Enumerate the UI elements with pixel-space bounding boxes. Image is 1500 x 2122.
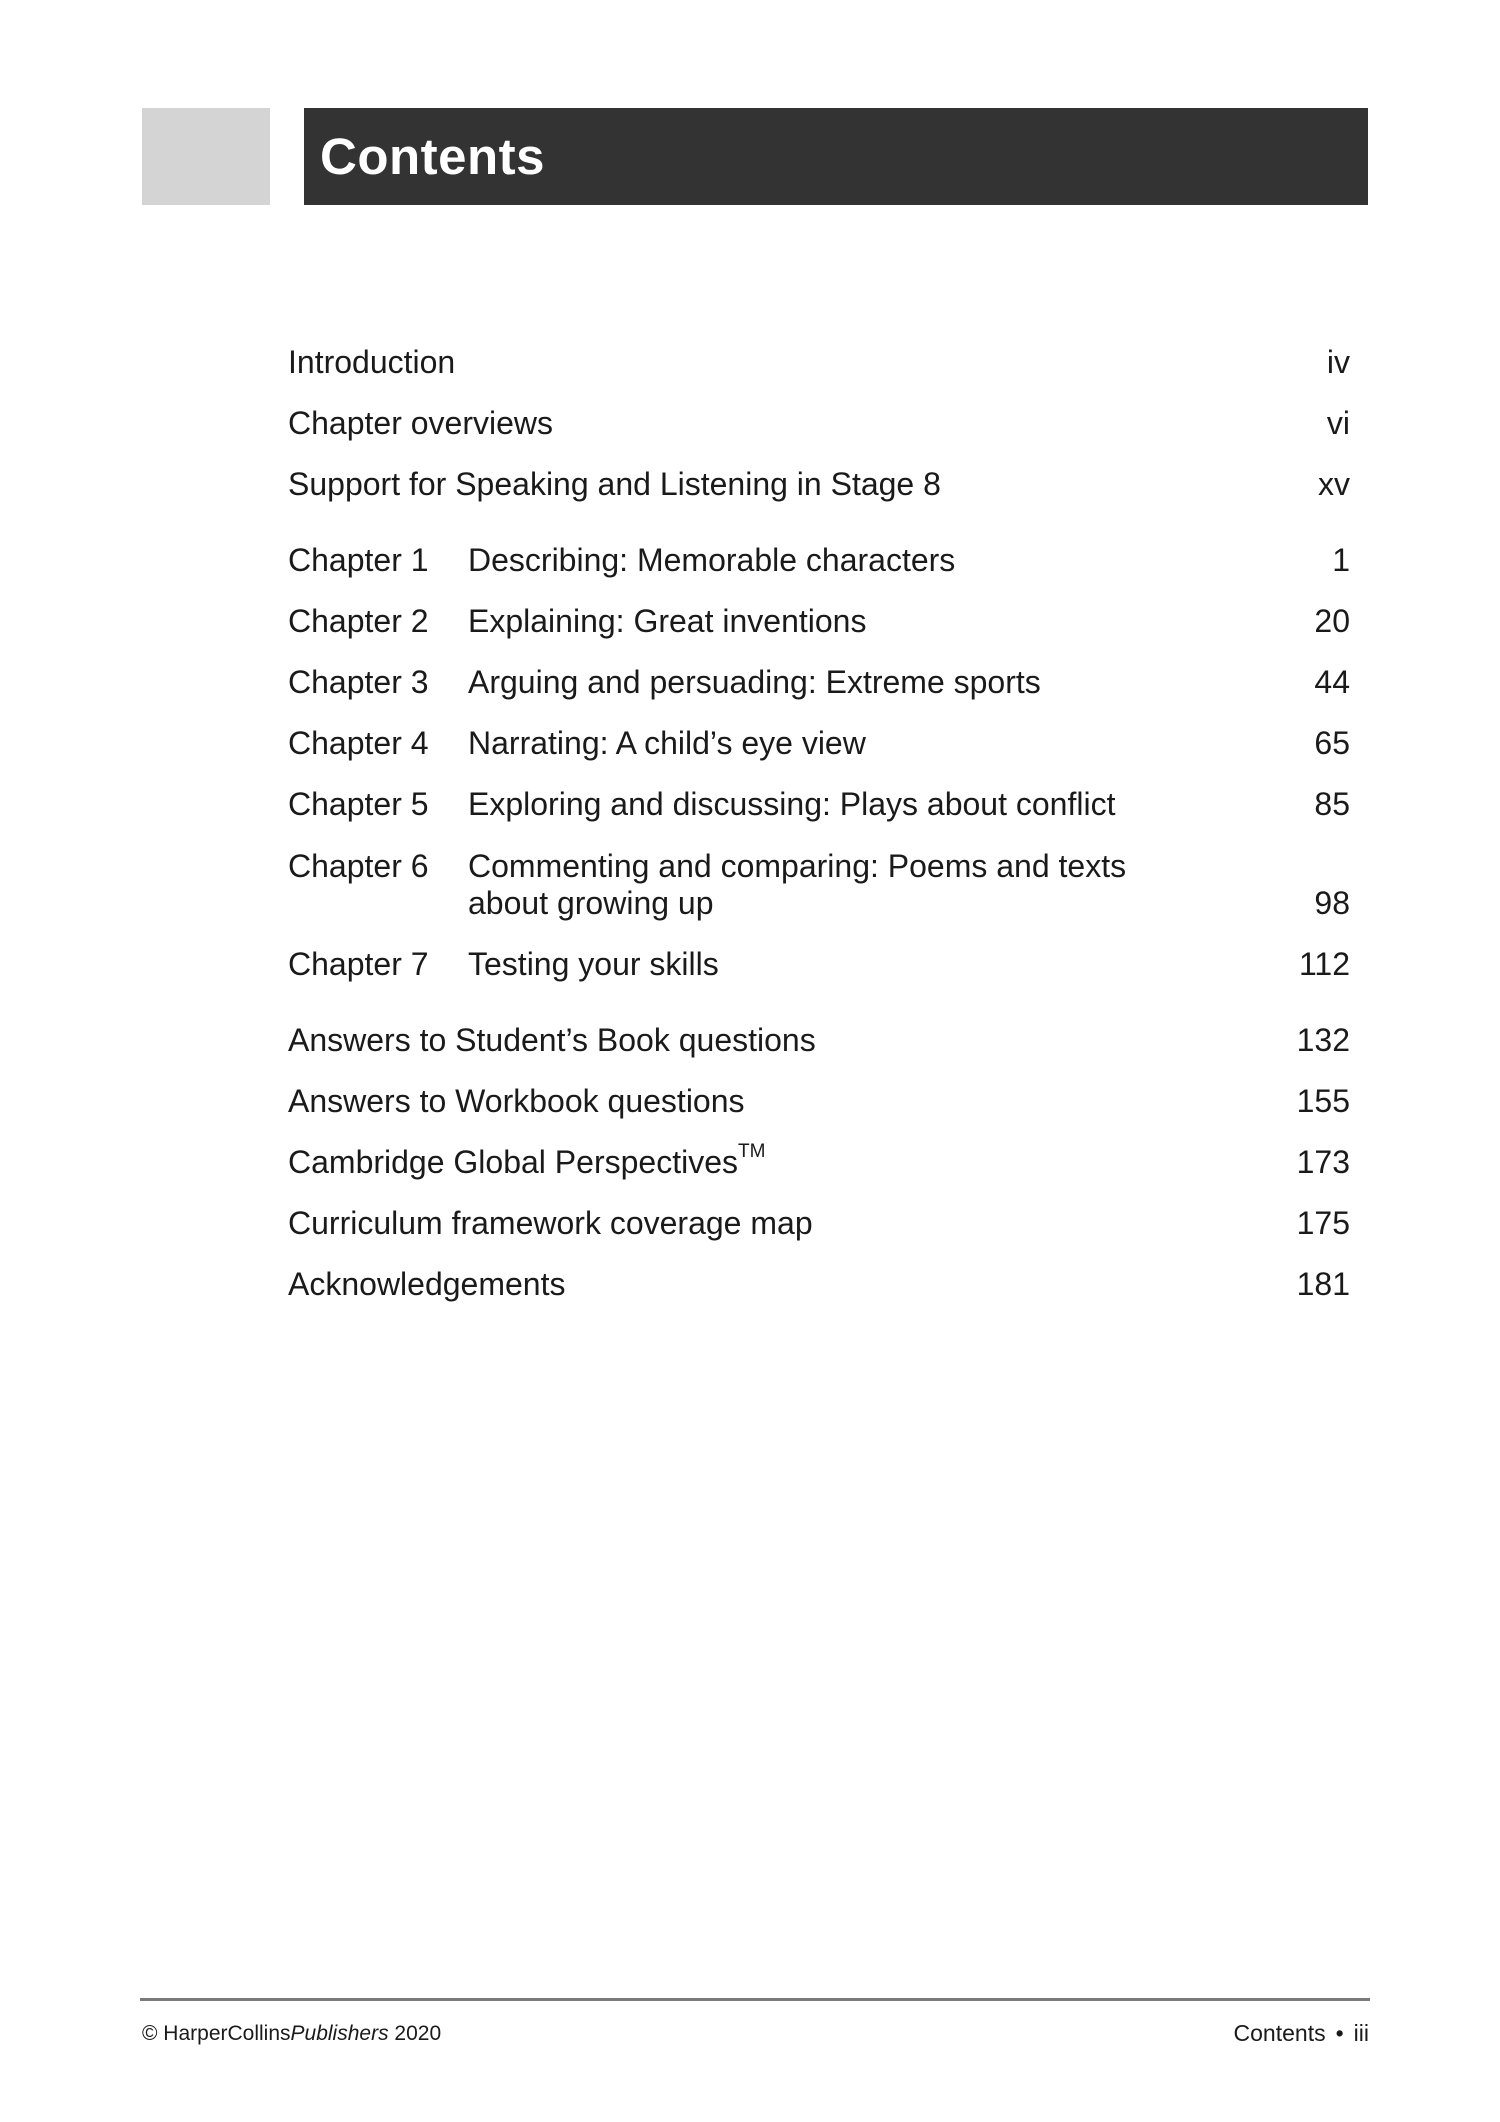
chapter-number: Chapter 2	[288, 603, 429, 639]
toc-entry-page: xv	[1318, 466, 1350, 502]
chapter-title-line-2: about growing up	[468, 885, 714, 921]
toc-entry-support-speaking-listening[interactable]	[288, 466, 1350, 510]
toc-entry-chapter-overviews[interactable]	[288, 405, 1350, 449]
toc-entry-label: Answers to Workbook questions	[288, 1083, 745, 1119]
toc-entry-introduction[interactable]	[288, 344, 1350, 388]
toc-entry-page: vi	[1326, 405, 1350, 441]
footer-section: Contents	[1233, 2020, 1326, 2046]
toc-entry-page: 112	[1298, 946, 1350, 982]
toc-entry-chapter-6[interactable]	[288, 848, 1350, 930]
toc-entry-page: 155	[1296, 1083, 1350, 1119]
toc-entry-chapter-1[interactable]	[288, 542, 1350, 586]
chapter-number: Chapter 5	[288, 786, 429, 822]
toc-entry-global-perspectives[interactable]	[288, 1141, 1350, 1188]
toc-entry-page: 20	[1314, 603, 1350, 639]
chapter-title: Describing: Memorable characters	[468, 542, 956, 578]
toc-entry-curriculum-map[interactable]	[288, 1205, 1350, 1249]
toc-entry-label: Support for Speaking and Listening in Stage 8	[288, 466, 941, 502]
title-bar	[304, 108, 1368, 205]
chapter-title: Narrating: A child’s eye view	[468, 725, 866, 761]
toc-entry-chapter-2[interactable]	[288, 603, 1350, 647]
toc-entry-acknowledgements[interactable]	[288, 1266, 1350, 1310]
trademark-superscript: TM	[737, 1141, 766, 1163]
toc-entry-answers-workbook[interactable]	[288, 1083, 1350, 1127]
chapter-title: Explaining: Great inventions	[468, 603, 867, 639]
toc-entry-page: 181	[1296, 1266, 1350, 1302]
toc-entry-chapter-4[interactable]	[288, 725, 1350, 769]
chapter-title: Arguing and persuading: Extreme sports	[468, 664, 1041, 700]
copyright-publishers: Publishers	[290, 2022, 389, 2045]
toc-entry-page: 173	[1296, 1144, 1350, 1180]
page-title: Contents	[320, 128, 545, 185]
footer-page-number: iii	[1353, 2020, 1369, 2046]
toc-entry-label: Introduction	[288, 344, 456, 380]
toc-entry-page: 85	[1314, 786, 1350, 822]
toc-entry-label	[288, 1141, 766, 1181]
toc-entry-page: 175	[1296, 1205, 1350, 1241]
footer-bullet: •	[1335, 2020, 1344, 2046]
chapter-number: Chapter 1	[288, 542, 429, 578]
toc-entry-label: Acknowledgements	[288, 1266, 566, 1302]
toc-entry-label: Chapter overviews	[288, 405, 553, 441]
toc-entry-page: 44	[1314, 664, 1350, 700]
toc-entry-chapter-5[interactable]	[288, 786, 1350, 830]
toc-entry-chapter-3[interactable]	[288, 664, 1350, 708]
toc-entry-label: Answers to Student’s Book questions	[288, 1022, 816, 1058]
toc-entry-page: 65	[1314, 725, 1350, 761]
chapter-number: Chapter 3	[288, 664, 429, 700]
footer-rule	[140, 1998, 1370, 2001]
footer-page-info	[1234, 2020, 1369, 2047]
chapter-title: Exploring and discussing: Plays about conflict	[468, 786, 1116, 822]
toc-entry-page: 1	[1332, 542, 1350, 578]
toc-entry-answers-students-book[interactable]	[288, 1022, 1350, 1066]
chapter-title: Testing your skills	[468, 946, 719, 982]
header-grey-tab	[142, 108, 270, 205]
chapter-title-line-1: Commenting and comparing: Poems and texts	[468, 848, 1127, 884]
copyright-year: 2020	[388, 2022, 442, 2045]
footer-copyright	[142, 2022, 441, 2046]
toc-entry-chapter-7[interactable]	[288, 946, 1350, 990]
chapter-title	[468, 848, 1126, 922]
chapter-number: Chapter 4	[288, 725, 429, 761]
toc-entry-page: 98	[1314, 885, 1350, 921]
toc-entry-page: iv	[1326, 344, 1350, 380]
chapter-number: Chapter 7	[288, 946, 429, 982]
toc-entry-label: Curriculum framework coverage map	[288, 1205, 813, 1241]
toc-entry-page: 132	[1296, 1022, 1350, 1058]
toc-entry-label-text: Cambridge Global Perspectives	[288, 1144, 738, 1180]
copyright-prefix: © HarperCollins	[142, 2022, 291, 2045]
chapter-number: Chapter 6	[288, 848, 429, 884]
